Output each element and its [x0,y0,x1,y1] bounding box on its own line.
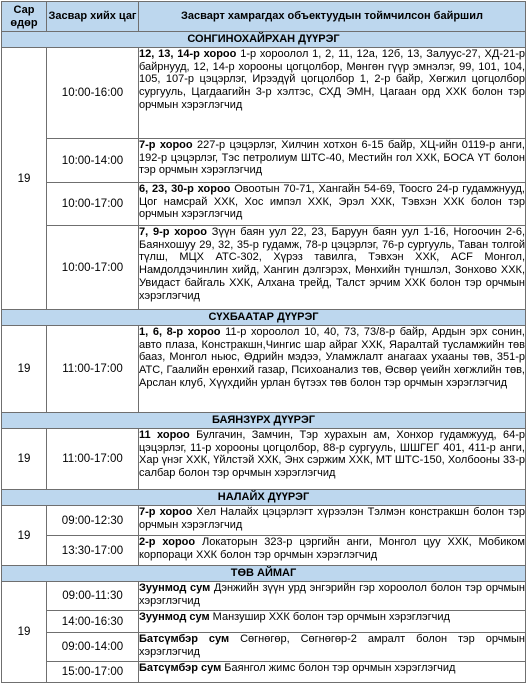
location-cell [139,139,526,183]
location-name: 7-р хороо [139,139,193,151]
location-cell [139,633,526,662]
location-cell [139,48,526,139]
day-cell: 19 [2,506,47,566]
day-cell: 19 [2,429,47,490]
location-name: Батсүмбэр сум [139,662,222,674]
time-cell: 10:00-17:00 [47,226,139,310]
day-cell: 19 [2,582,47,683]
district-heading: БАЯНЗҮРХ ДҮҮРЭГ [2,413,526,429]
header-time: Засвар хийх цаг [47,2,139,32]
table-row [2,326,526,413]
table-row [2,48,526,139]
table-row [2,183,526,226]
location-name: Батсүмбэр сум [139,633,230,645]
table-row [2,506,526,536]
location-details: Баянгол жимс болон тэр орчмын хэрэглэгчид [221,662,456,674]
day-cell: 19 [2,48,47,310]
time-cell: 13:30-17:00 [47,536,139,566]
section-sukhbaatar [2,310,526,413]
location-cell [139,536,526,566]
time-cell: 10:00-14:00 [47,139,139,183]
location-cell [139,326,526,413]
table-row [2,662,526,683]
location-details: Сөгнөгөр, Сөгнөгөр-2 амралт болон тэр орчмын хэрэглэгчид [139,633,525,658]
location-cell [139,662,526,683]
location-details: Булгачин, Замчин, Тэр хурахын ам, Хонхор гудамжууд, 64-р цэцэрлэг, 11-р хорооны цогцолбор, 88-р сургууль, ШШГЕГ 401, 411-р анги, Хар үнэг ХХК, Үйлстэй ХХК, Энх сэржим ХХК, МТ ШТС-150, Холбооны 33-р салбар болон тэр орчмын хэрэглэгчид [139,429,525,480]
location-details: 11-р хороолол 10, 40, 73, 73/8-р байр, Ардын эрх сонин, авто плаза, Констракшн,Чингис шар айраг ХХК, Яаралтай тусламжийн төв бааз, Монгол ньюс, Өдрийн мэдээ, Уламжлалт анагаах ухааны төв, 351-р АТС, Гаалийн ерөнхий газар, Психоанализ төв, Өсвөр үеийн хөгжлийн төв, Арслан клуб, Хүүхдийн урлан бүтээх төв болон тэр орчмын хэрэглэгчид [139,326,525,389]
location-details: 227-р цэцэрлэг, Хилчин хотхон 6-15 байр, ХЦ-ийн 0119-р анги, 192-р цэцэрлэг, Тэс петролиум ШТС-40, Местийн гол ХХК, БОСА ҮТ болон тэр орчмын хэрэглэгчид [139,139,525,177]
location-details: 1-р хороолол 1, 2, 11, 12а, 12б, 13, Залуус-27, ХД-21-р байрнууд, 12, 14-р хорооны цогцолбор, Мөнгөн гүүр эмнэлэг, 99, 101, 104, 105, 107-р цэцэрлэг, Ирээдүй цогцолбор 1, 2-р байр, Хөгжил цогцолбор сургууль, Цагдаагийн 3-р хэлтэс, СХД ЭМН, Цагаан орд ХХК болон тэр орчмын хэрэглэгчид [139,48,526,111]
location-cell [139,183,526,226]
district-heading: СОНГИНОХАЙРХАН ДҮҮРЭГ [2,32,526,48]
time-cell: 11:00-17:00 [47,429,139,490]
time-cell: 15:00-17:00 [47,662,139,683]
location-name: 7, 9-р хороо [139,226,207,238]
location-name: 2-р хороо [139,536,196,548]
district-heading: ТӨВ АЙМАГ [2,566,526,582]
location-details: Овоотын 70-71, Хангайн 54-69, Тоосго 24-р гудамжнууд, Цог намсрай ХХК, Хос импэл ХХК, Эрэл ХХК, Тэвхэн ХХК болон тэр орчмын хэрэглэгчид [139,183,525,221]
table-row [2,429,526,490]
section-bayanzurkh [2,413,526,490]
time-cell: 10:00-17:00 [47,183,139,226]
district-heading: НАЛАЙХ ДҮҮРЭГ [2,490,526,506]
section-nalaikh [2,490,526,566]
location-name: 12, 13, 14-р хороо [139,48,237,60]
day-cell: 19 [2,326,47,413]
location-details: Манзушир ХХК болон тэр орчмын хэрэглэгчид [209,611,450,623]
location-name: 7-р хороо [139,506,193,518]
time-cell: 10:00-16:00 [47,48,139,139]
outage-schedule-table [1,1,526,683]
location-cell [139,506,526,536]
location-details: Хел Налайх цэцэрлэгт хүрээлэн Тэлмэн констракшн болон тэр орчмын хэрэглэгчид [139,506,526,531]
location-name: Зуунмод сум [139,582,211,594]
location-name: 6, 23, 30-р хороо [139,183,231,195]
location-details: Локаторын 323-р цэргийн анги, Монгол цуу ХХК, Мобиком корпораци ХХК болон тэр орчмын хэрэглэгчид [139,536,525,561]
section-songinokhairkhan [2,32,526,310]
header-day: Сар өдөр [2,2,47,32]
table-row [2,611,526,633]
time-cell: 11:00-17:00 [47,326,139,413]
section-tuv-aimag [2,566,526,683]
time-cell: 09:00-14:00 [47,633,139,662]
location-name: 11 хороо [139,429,190,441]
time-cell: 14:00-16:30 [47,611,139,633]
header-location: Засварт хамрагдах объектуудын тоймчилсон байршил [139,2,526,32]
time-cell: 09:00-12:30 [47,506,139,536]
table-row [2,139,526,183]
header-row [2,2,526,32]
location-details: Дэнжийн зүүн урд энгэрийн гэр хороолол болон тэр орчмын хэрэглэгчид [139,582,525,607]
table-row [2,582,526,611]
location-name: Зуунмод сум [139,611,210,623]
location-cell [139,226,526,310]
table-row [2,536,526,566]
time-cell: 09:00-11:30 [47,582,139,611]
location-cell [139,611,526,633]
location-name: 1, 6, 8-р хороо [139,326,221,338]
location-cell [139,429,526,490]
table-row [2,226,526,310]
location-cell [139,582,526,611]
table-row [2,633,526,662]
location-details: Зүүн баян уул 22, 23, Баруун баян уул 1-16, Ногоочин 2-6, Баянхошуу 29, 32, 35-р гудамж, 78-р цэцэрлэг, 76-р сургууль, Таван толгой түлш, МЦХ АТС-302, Хүрэз тавилга, Тэвхэн ХХК, ACF Монгол, Намдолдэчинлин хийд, Хангин дэлгэрэх, Мөнхийн түншлэл, Зонхово ХХК, Увидаст байгаль ХХК, Алхана трейд, Талст эрчим ХХК болон тэр орчмын хэрэглэгчид [139,226,526,302]
district-heading: СҮХБААТАР ДҮҮРЭГ [2,310,526,326]
